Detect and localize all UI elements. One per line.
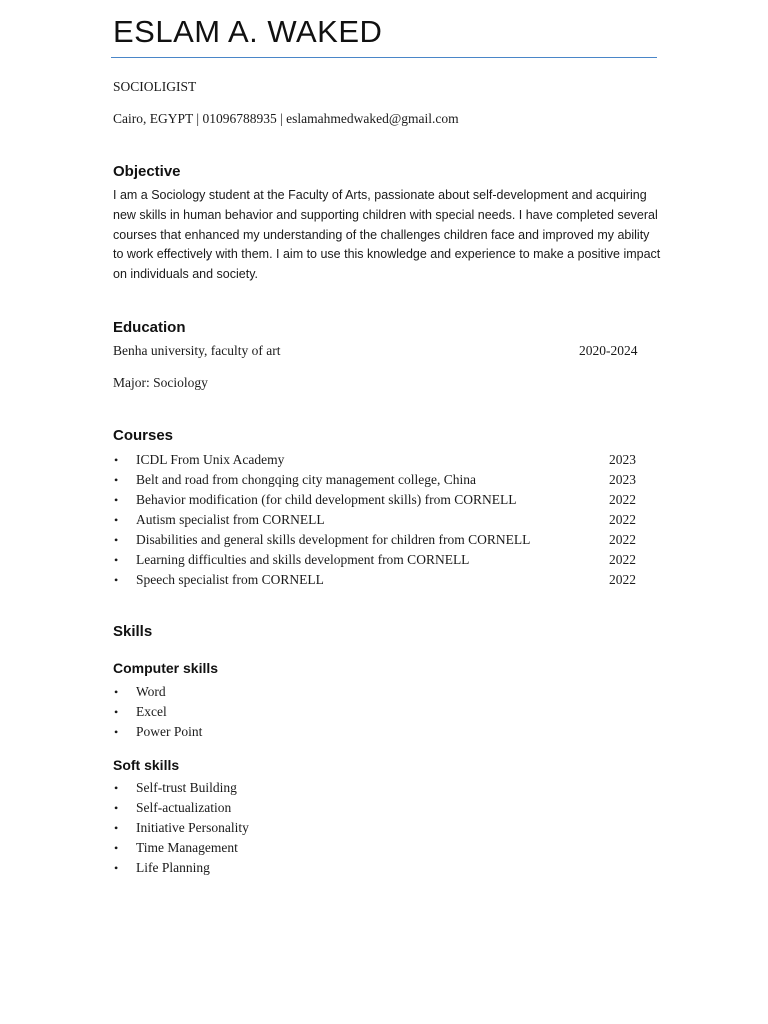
bullet-icon: • [114, 473, 119, 487]
bullet-icon: • [114, 453, 119, 467]
soft-skills-heading: Soft skills [113, 757, 180, 773]
skill-name: Initiative Personality [136, 820, 249, 835]
bullet-icon: • [114, 725, 119, 739]
course-item [113, 530, 636, 550]
bullet-icon: • [114, 841, 119, 855]
skills-heading: Skills [113, 623, 153, 640]
bullet-icon: • [114, 553, 119, 567]
course-item [113, 570, 636, 590]
skill-name: Life Planning [136, 860, 210, 875]
course-year: 2022 [609, 492, 636, 507]
skill-item [113, 838, 249, 858]
skill-name: Word [136, 684, 166, 699]
course-year: 2022 [609, 572, 636, 587]
course-name: ICDL From Unix Academy [136, 452, 285, 467]
course-item [113, 470, 636, 490]
courses-heading: Courses [113, 427, 174, 444]
course-item [113, 550, 636, 570]
skill-item [113, 858, 249, 878]
bullet-icon: • [114, 821, 119, 835]
course-item [113, 510, 636, 530]
course-name: Learning difficulties and skills development from CORNELL [136, 552, 470, 567]
education-years: 2020-2024 [579, 343, 638, 358]
computer-skills-list [113, 682, 202, 742]
course-name: Behavior modification (for child development skills) from CORNELL [136, 492, 517, 507]
skill-item [113, 682, 202, 702]
course-year: 2022 [609, 552, 636, 567]
course-name: Belt and road from chongqing city management college, China [136, 472, 477, 487]
bullet-icon: • [114, 533, 119, 547]
education-heading: Education [113, 319, 186, 336]
objective-text: I am a Sociology student at the Faculty of Arts, passionate about self-development and acquiring new skills in human behavior and supporting children with special needs. I have completed several courses that enhanced my understanding of the challenges children face and improved my ability to work effectively with them. I aim to use this knowledge and experience to make a positive impact on individuals and society. [113, 188, 661, 282]
course-name: Disabilities and general skills development for children from CORNELL [136, 532, 531, 547]
skill-item [113, 702, 202, 722]
course-item [113, 450, 636, 470]
candidate-name: ESLAM A. WAKED [113, 14, 383, 49]
bullet-icon: • [114, 861, 119, 875]
contact-info: Cairo, EGYPT | 01096788935 | eslamahmedwaked@gmail.com [113, 111, 459, 126]
bullet-icon: • [114, 705, 119, 719]
skill-item [113, 818, 249, 838]
course-year: 2023 [609, 452, 636, 467]
course-item [113, 490, 636, 510]
header-divider [111, 57, 657, 58]
bullet-icon: • [114, 493, 119, 507]
bullet-icon: • [114, 685, 119, 699]
objective-heading: Objective [113, 163, 181, 180]
computer-skills-heading: Computer skills [113, 660, 219, 676]
course-name: Speech specialist from CORNELL [136, 572, 324, 587]
course-year: 2022 [609, 532, 636, 547]
skill-item [113, 798, 249, 818]
courses-list [113, 450, 636, 590]
skill-name: Time Management [136, 840, 238, 855]
skill-item [113, 778, 249, 798]
bullet-icon: • [114, 781, 119, 795]
skill-name: Excel [136, 704, 167, 719]
skill-name: Self-trust Building [136, 780, 237, 795]
bullet-icon: • [114, 573, 119, 587]
bullet-icon: • [114, 801, 119, 815]
course-name: Autism specialist from CORNELL [136, 512, 325, 527]
skill-name: Self-actualization [136, 800, 232, 815]
course-year: 2022 [609, 512, 636, 527]
skill-name: Power Point [136, 724, 203, 739]
bullet-icon: • [114, 513, 119, 527]
skill-item [113, 722, 202, 742]
education-major: Major: Sociology [113, 375, 208, 390]
job-title: SOCIOLIGIST [113, 79, 197, 94]
education-school: Benha university, faculty of art [113, 343, 281, 358]
course-year: 2023 [609, 472, 636, 487]
soft-skills-list [113, 778, 249, 878]
